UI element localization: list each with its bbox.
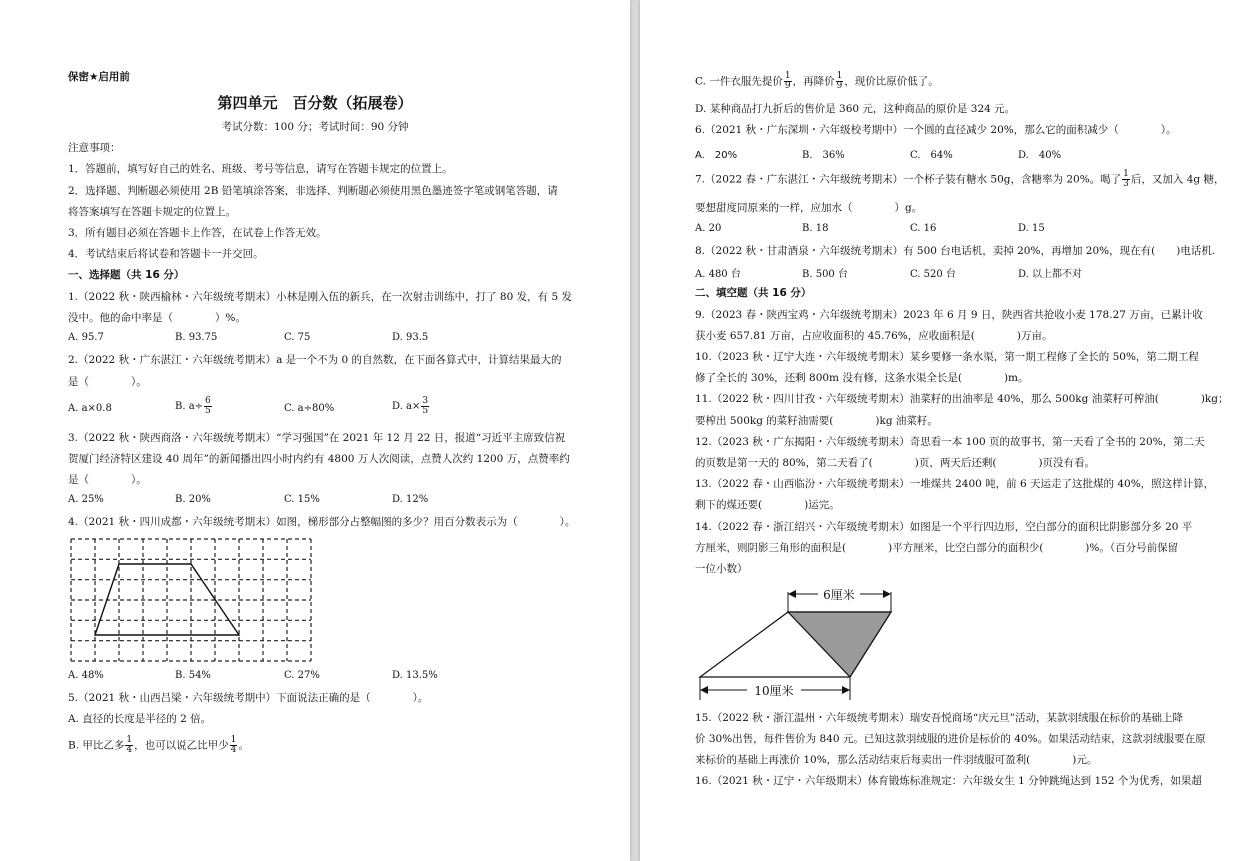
q2-option-b-label: B. a÷ [175,401,204,412]
q3-option-b[interactable]: B. 20% [175,494,211,505]
question-13: 13.（2022 春・山西临汾・六年级统考期末）一堆煤共 2400 吨，前 6 天运走了这批煤的 40%，照这样计算， [695,478,1215,490]
q5-option-c[interactable] [695,72,939,91]
note-line: 将答案填写在答题卡规定的位置上。 [68,206,236,218]
q5-option-c-text: ，现价比原价低了。 [844,75,939,88]
q4-option-d[interactable]: D. 13.5% [392,670,438,681]
q1-option-d[interactable]: D. 93.5 [392,332,429,343]
note-line: 3．所有题目必须在答题卡上作答，在试卷上作答无效。 [68,227,327,239]
note-line: 2．选择题、判断题必须使用 2B 铅笔填涂答案，非选择、判断题必须使用黑色墨迹签字笔或钢笔答题，请 [68,185,558,197]
section-fill-heading: 二、填空题（共 16 分） [695,287,812,299]
q3-option-d[interactable]: D. 12% [392,494,429,505]
question-12: 12.（2023 秋・广东揭阳・六年级统考期末）奇思看一本 100 页的故事书，第一天看了全书的 20%，第二天 [695,436,1205,448]
question-16: 16.（2021 秋・辽宁・六年级期末）体育锻炼标准规定：六年级女生 1 分钟跳绳达到 152 个为优秀，如果超 [695,775,1202,787]
arrow-head [883,590,891,598]
arrow-head [700,686,708,694]
q4-option-a[interactable]: A. 48% [68,670,104,681]
question-11: 11.（2022 秋・四川甘孜・六年级统考期末）油菜籽的出油率是 40%，那么 500kg 油菜籽可榨油( )kg； [695,393,1229,405]
question-2-line2: 是（ ）。 [68,376,147,388]
q8-option-d[interactable]: D. 以上都不对 [1018,269,1083,280]
trapezoid-grid-figure [70,538,312,662]
question-3-line3: 是（ ）。 [68,474,147,486]
q5-option-c-text: ，再降价 [792,75,835,88]
question-1: 1.（2022 秋・陕西榆林・六年级统考期末）小林是刚入伍的新兵，在一次射击训练中，打了 80 发，有 5 发 [68,291,572,303]
question-8: 8.（2022 秋・甘肃酒泉・六年级统考期末）有 500 台电话机，卖掉 20%，再增加 20%，现在有( )电话机. [695,245,1216,257]
question-9-line2: 获小麦 657.81 万亩，占应收面积的 45.76%，应收面积是( )万亩。 [695,330,1053,342]
question-1-line2: 没中。他的命中率是（ ）%。 [68,312,246,324]
q7-option-a[interactable]: A. 20 [695,223,722,234]
question-10: 10.（2023 秋・辽宁大连・六年级统考期末）某乡要修一条水渠，第一期工程修了全长的 50%，第二期工程 [695,351,1199,363]
q2-option-b[interactable] [175,397,213,416]
question-15-line3: 来标价的基础上再涨价 10%，那么活动结束后每卖出一件羽绒服可盈利( )元。 [695,754,1098,766]
exam-subtitle: 考试分数：100 分；考试时间：90 分钟 [221,121,409,133]
question-14-line3: 一位小数） [695,563,748,575]
q6-option-b[interactable]: B. 36% [802,150,845,161]
q5-option-b[interactable] [68,736,249,755]
question-14: 14.（2022 春・浙江绍兴・六年级统考期末）如图是一个平行四边形，空白部分的面积比阴影部分多 20 平 [695,521,1193,533]
bottom-length-label: 10厘米 [754,684,794,698]
question-11-line2: 要榨出 500kg 的菜籽油需要( )kg 油菜籽。 [695,415,938,427]
question-5: 5.（2021 秋・山西吕梁・六年级统考期中）下面说法正确的是（ ）。 [68,692,429,704]
question-7-text: 7.（2022 春・广东湛江・六年级统考期末）一个杯子装有糖水 50g，含糖率为 20%。喝了 [695,173,1122,186]
note-line: 4．考试结束后将试卷和答题卡一并交回。 [68,248,264,260]
arrow-head [842,686,850,694]
q3-option-a[interactable]: A. 25% [68,494,104,505]
question-3-line2: 贺厦门经济特区建设 40 周年”的新闻播出四小时内约有 4800 万人次阅读，点赞人次约 1200 万，点赞率约 [68,453,570,465]
q2-option-c[interactable]: C. a÷80% [284,403,335,414]
fraction: $\frac{1}{3}$ [1123,169,1129,189]
fraction: $\frac{1}{4}$ [230,735,237,755]
fraction: $\frac{1}{4}$ [126,735,133,755]
q8-option-c[interactable]: C. 520 台 [910,269,956,280]
top-length-label: 6厘米 [823,588,855,602]
q5-option-b-text: ，也可以说乙比甲少 [134,739,229,752]
q4-option-b[interactable]: B. 54% [175,670,211,681]
question-3: 3.（2022 秋・陕西商洛・六年级统考期末）“学习强国”在 2021 年 12 月 22 日，报道“习近平主席致信祝 [68,432,566,444]
q7-option-b[interactable]: B. 18 [802,223,829,234]
question-6: 6.（2021 秋・广东深圳・六年级校考期中）一个圆的直径减少 20%，那么它的面积减少（ ）。 [695,124,1177,136]
q5-option-d[interactable]: D. 某种商品打九折后的售价是 360 元，这种商品的原价是 324 元。 [695,103,1016,115]
q1-option-a[interactable]: A. 95.7 [68,332,104,343]
q5-option-c-text: C. 一件衣服先提价 [695,75,783,88]
arrow-head [788,590,796,598]
q8-option-a[interactable]: A. 480 台 [695,269,741,280]
parallelogram-figure [695,582,905,702]
fraction: $\frac{1}{9}$ [784,71,791,91]
q5-option-b-text: 。 [238,739,249,752]
q6-option-a[interactable]: A. 20% [695,150,738,161]
q5-option-a[interactable]: A. 直径的长度是半径的 2 倍。 [68,713,212,725]
question-7 [695,170,1224,189]
q1-option-c[interactable]: C. 75 [284,332,311,343]
shaded-triangle [788,612,891,677]
q6-option-d[interactable]: D. 40% [1018,150,1062,161]
notes-heading: 注意事项： [68,142,121,154]
note-line: 1．答题前，填写好自己的姓名、班级、考号等信息，请写在答题卡规定的位置上。 [68,163,453,175]
page-right [640,0,1257,861]
q2-option-a[interactable]: A. a×0.8 [68,403,112,414]
q6-option-c[interactable]: C. 64% [910,150,953,161]
question-4: 4.（2021 秋・四川成都・六年级统考期末）如图，梯形部分占整幅图的多少？用百分数表示为（ ）。 [68,516,576,528]
q3-option-c[interactable]: C. 15% [284,494,320,505]
question-2: 2.（2022 秋・广东湛江・六年级统考期末）a 是一个不为 0 的自然数，在下面各算式中，计算结果最大的 [68,354,562,366]
fraction: $\frac{3}{5}$ [422,396,429,416]
question-7-text: 后，又加入 4g 糖， [1130,173,1225,186]
page-title: 第四单元 百分数（拓展卷） [217,94,413,112]
q7-option-c[interactable]: C. 16 [910,223,937,234]
q5-option-b-text: B. 甲比乙多 [68,739,125,752]
question-15: 15.（2022 秋・浙江温州・六年级统考期末）瑞安吾悦商场“庆元旦”活动，某款羽绒服在标价的基础上降 [695,712,1183,724]
question-14-line2: 方厘米，则阴影三角形的面积是( )平方厘米，比空白部分的面积少( )%。（百分号前保留 [695,542,1179,554]
fraction: $\frac{1}{9}$ [836,71,843,91]
fraction: $\frac{6}{5}$ [205,396,211,416]
q2-option-d-label: D. a× [392,401,421,412]
question-13-line2: 剩下的煤还要( )运完。 [695,499,840,511]
question-10-line2: 修了全长的 30%，还剩 800m 没有修，这条水渠全长是( )m。 [695,372,1029,384]
q4-option-c[interactable]: C. 27% [284,670,320,681]
question-15-line2: 价 30%出售，每件售价为 840 元。已知这款羽绒服的进价是标价的 40%。如果活动结束，这款羽绒服要在原 [695,733,1206,745]
question-12-line2: 的页数是第一天的 80%，第二天看了( )页，两天后还剩( )页没有看。 [695,457,1096,469]
q8-option-b[interactable]: B. 500 台 [802,269,848,280]
q2-option-d[interactable] [392,397,430,416]
confidential-label: 保密★启用前 [68,71,130,83]
question-7-line2: 要想甜度同原来的一样，应加水（ ）g。 [695,202,923,214]
q1-option-b[interactable]: B. 93.75 [175,332,218,343]
question-9: 9.（2023 春・陕西宝鸡・六年级统考期末）2023 年 6 月 9 日，陕西省共抢收小麦 178.27 万亩，已累计收 [695,309,1203,321]
section-choice-heading: 一、选择题（共 16 分） [68,269,185,281]
q7-option-d[interactable]: D. 15 [1018,223,1045,234]
